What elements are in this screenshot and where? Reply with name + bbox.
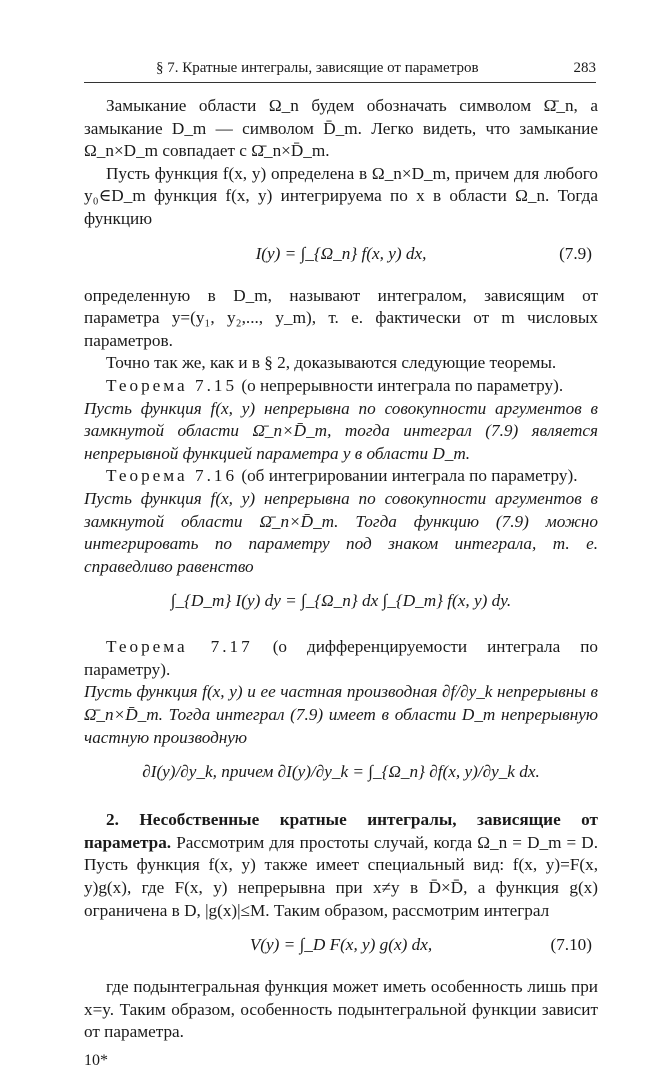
theorem-7-17-title: (о дифференцируемости интеграла по параметру). xyxy=(84,637,598,679)
section-title: § 7. Кратные интегралы, зависящие от параметров xyxy=(156,60,479,76)
equation-7-9 xyxy=(84,233,598,283)
paragraph-function: Пусть функция f(x, y) определена в Ω_n×D_m, причем для любого y₀∈D_m функция f(x, y) интегрируема по x в области Ω_n. Тогда функцию xyxy=(84,163,598,228)
signature-mark: 10* xyxy=(84,1052,108,1069)
equation-7-9-body: I(y) = ∫_{Ω_n} f(x, y) dx, xyxy=(255,243,427,263)
theorem-7-16-statement xyxy=(84,465,598,488)
equation-7-10 xyxy=(84,924,598,974)
equation-7-10-tag: (7.10) xyxy=(550,935,592,955)
theorem-7-17-statement xyxy=(84,636,598,681)
paragraph-theorems-intro: Точно так же, как и в § 2, доказываются следующие теоремы. xyxy=(106,353,557,373)
section-2-heading: 2. Несобственные кратные интегралы, зависящие от параметра. xyxy=(84,810,598,852)
running-header xyxy=(84,60,596,83)
main-text xyxy=(84,95,598,1073)
equation-integration xyxy=(84,580,598,634)
paragraph-closure: Замыкание области Ω_n будем обозначать символом Ω̄_n, а замыкание D_m — символом D̄_m. Легко видеть, что замыкание Ω_n×D_m совпадает с Ω̄_n×D̄_m. xyxy=(84,96,598,161)
paragraph-definition: определенную в D_m, называют интегралом, зависящим от параметра y=(y₁, y₂,..., y_m), т. е. фактически от m числовых параметров. xyxy=(84,285,598,350)
equation-7-10-body: V(y) = ∫_D F(x, y) g(x) dx, xyxy=(249,935,433,955)
paragraph-singularity: где подынтегральная функция может иметь особенность лишь при x=y. Таким образом, особенность подынтегральной функции зависит от параметра. xyxy=(84,977,598,1042)
section-2-text: Рассмотрим для простоты случай, когда Ω_n = D_m = D. Пусть функция f(x, y) также имеет специальный вид: f(x, y)=F(x, y)g(x), где F(x, y) непрерывна при x≠y в D̄×D̄, а функция g(x) ограничена в D, |g(x)|≤M. Таким образом, рассмотрим интеграл xyxy=(84,832,599,920)
theorem-7-15-label: Теорема 7.15 xyxy=(106,375,238,395)
equation-7-9-tag: (7.9) xyxy=(559,243,592,263)
section-2-paragraph xyxy=(84,809,598,922)
theorem-7-17-body: Пусть функция f(x, y) и ее частная производная ∂f/∂y_k непрерывны в Ω̄_n×D̄_m. Тогда интеграл (7.9) имеет в области D_m непрерывную частную производную xyxy=(84,682,598,747)
theorem-7-17-label: Теорема 7.17 xyxy=(106,637,253,657)
theorem-7-16-title: (об интегрировании интеграла по параметру). xyxy=(241,466,578,486)
equation-derivative-body: ∂I(y)/∂y_k, причем ∂I(y)/∂y_k = ∫_{Ω_n} ∂f(x, y)/∂y_k dx. xyxy=(142,762,540,782)
equation-integration-body: ∫_{D_m} I(y) dy = ∫_{Ω_n} dx ∫_{D_m} f(x, y) dy. xyxy=(170,591,512,611)
page-number: 283 xyxy=(573,60,596,76)
theorem-7-16-label: Теорема 7.16 xyxy=(106,466,238,486)
theorem-7-15-title: (о непрерывности интеграла по параметру). xyxy=(241,375,564,395)
theorem-7-16-body: Пусть функция f(x, y) непрерывна по совокупности аргументов в замкнутой области Ω̄_n×D̄_m. Тогда функцию (7.9) можно интегрировать по параметру под знаком интеграла, т. е. справедливо равенство xyxy=(84,488,598,576)
theorem-7-15-statement xyxy=(84,375,598,398)
theorem-7-15-body: Пусть функция f(x, y) непрерывна по совокупности аргументов в замкнутой области Ω̄_n×D̄_m, тогда интеграл (7.9) является непрерывной функцией параметра y в области D_m. xyxy=(84,398,598,463)
equation-derivative xyxy=(84,751,598,807)
